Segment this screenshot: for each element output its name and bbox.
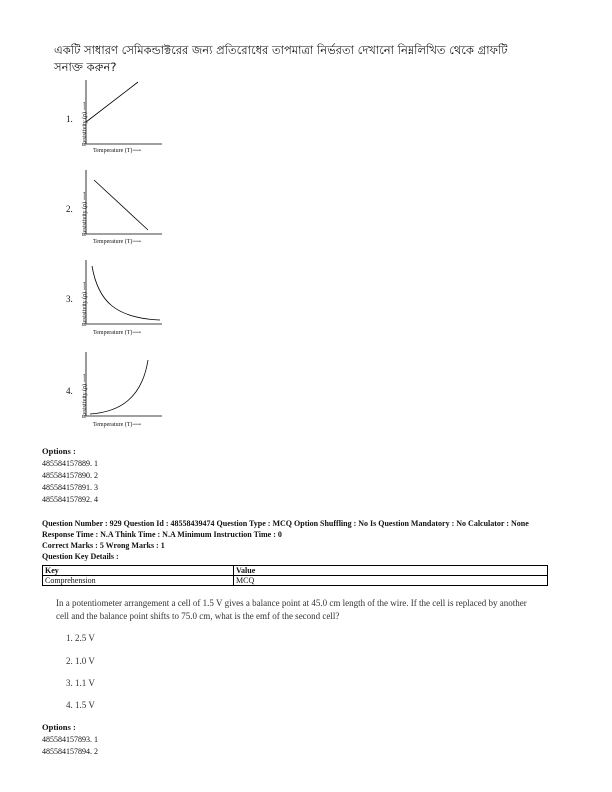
graph-3 [80, 256, 170, 336]
graph-4-x-label: Temperature (T)⟶ [93, 422, 141, 428]
key-cell: Comprehension [43, 576, 234, 586]
key-details-heading: Question Key Details : [42, 552, 119, 561]
graph-4-curve [90, 360, 148, 414]
graph-3-y-label: Resistivity (ρ) ⟶ [82, 281, 88, 326]
marks-line: Correct Marks : 5 Wrong Marks : 1 [42, 541, 165, 550]
meta-line-1: Question Number : 929 Question Id : 48558439474 Question Type : MCQ Option Shuffling : No Is Question Mandatory : No Calculator : None [42, 519, 529, 528]
option2-id-2: 485584157894. 2 [42, 747, 98, 756]
question-2-option-4: 4. 1.5 V [66, 700, 95, 710]
graph-3-curve [92, 266, 160, 320]
value-header-cell: Value [234, 566, 548, 576]
options-heading-2: Options : [42, 722, 76, 732]
graph-3-x-label: Temperature (T)⟶ [93, 330, 141, 336]
option2-id-1: 485584157893. 1 [42, 735, 98, 744]
question-key-table [42, 565, 548, 586]
graph-1-x-label: Temperature (T)⟶ [93, 148, 141, 154]
options-heading: Options : [42, 446, 76, 456]
graph-1-curve [86, 82, 138, 122]
graph-number-2: 2. [66, 204, 73, 214]
graph-1 [80, 76, 170, 156]
option-id-1: 485584157889. 1 [42, 459, 98, 468]
graph-1-y-label: Resistivity (ρ) ⟶ [82, 101, 88, 146]
graph-2-y-label: Resistivity (ρ) ⟶ [82, 191, 88, 236]
question-2-option-1: 1. 2.5 V [66, 633, 95, 643]
meta-line-2: Response Time : N.A Think Time : N.A Minimum Instruction Time : 0 [42, 530, 282, 539]
graph-2-x-label: Temperature (T)⟶ [93, 239, 141, 245]
options-list-2 [42, 734, 98, 758]
key-table-header-row [43, 566, 548, 576]
graph-4 [80, 348, 170, 428]
graph-number-3: 3. [66, 294, 73, 304]
graph-4-y-label: Resistivity (ρ) ⟶ [82, 373, 88, 418]
question-meta [42, 518, 582, 562]
key-header-cell: Key [43, 566, 234, 576]
option-id-4: 485584157892. 4 [42, 495, 98, 504]
question-2-text: In a potentiometer arrangement a cell of 1.5 V gives a balance point at 45.0 cm length of the wire. If the cell is replaced by another cell and the balance point shifts to 75.0 cm, what is the emf of the second cell? [56, 598, 527, 621]
graph-number-1: 1. [66, 114, 73, 124]
question-2-option-2: 2. 1.0 V [66, 656, 95, 666]
graph-2-curve [94, 180, 148, 230]
value-cell: MCQ [234, 576, 548, 586]
question-text-bengali: একটি সাধারণ সেমিকন্ডাক্টরের জন্য প্রতিরোধের তাপমাত্রা নির্ভরতা দেখানো নিম্নলিখিত থেকে গ্রাফটি সনাক্ত করুন? [54, 43, 508, 74]
graph-number-4: 4. [66, 386, 73, 396]
options-list [42, 458, 98, 506]
graph-2 [80, 166, 170, 246]
option-id-3: 485584157891. 3 [42, 483, 98, 492]
option-id-2: 485584157890. 2 [42, 471, 98, 480]
question-2-option-3: 3. 1.1 V [66, 678, 95, 688]
key-table-row [43, 576, 548, 586]
